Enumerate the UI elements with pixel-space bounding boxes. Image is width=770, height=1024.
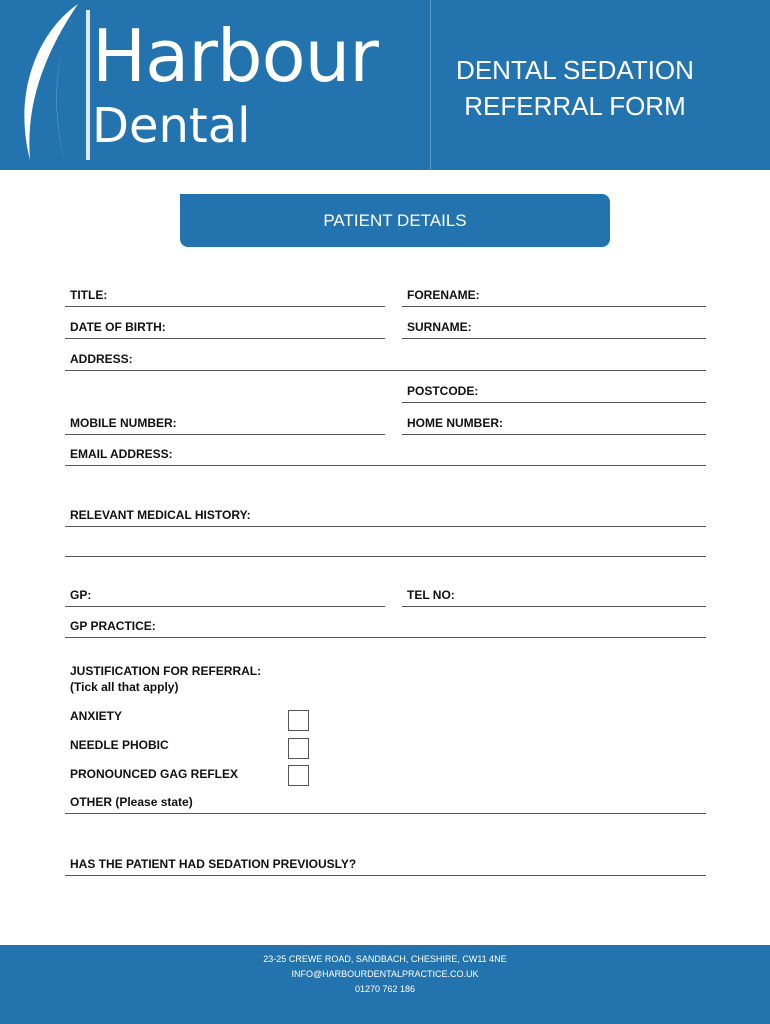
header-divider [430, 0, 431, 170]
medical-history-line-2[interactable] [65, 556, 706, 557]
harbour-dental-logo [0, 0, 430, 170]
tel-no-field[interactable]: TEL NO: [402, 587, 706, 607]
gp-field[interactable]: GP: [65, 587, 385, 607]
section-title: PATIENT DETAILS [323, 211, 467, 230]
needle-phobic-label: NEEDLE PHOBIC [70, 738, 169, 752]
date-of-birth-field[interactable]: DATE OF BIRTH: [65, 319, 385, 339]
home-number-field[interactable]: HOME NUMBER: [402, 415, 706, 435]
surname-field[interactable]: SURNAME: [402, 319, 706, 339]
logo-wordmark-harbour: Harbour [92, 14, 378, 98]
footer-bar [0, 945, 770, 1024]
email-address-field[interactable]: EMAIL ADDRESS: [65, 446, 706, 466]
form-title-line1: DENTAL SEDATION [456, 55, 694, 85]
patient-details-banner [180, 194, 610, 247]
gp-practice-field[interactable]: GP PRACTICE: [65, 618, 706, 638]
header-bar [0, 0, 770, 170]
postcode-field[interactable]: POSTCODE: [402, 383, 706, 403]
logo-wordmark-dental: Dental [92, 98, 251, 154]
gag-reflex-checkbox[interactable] [288, 765, 309, 786]
anxiety-label: ANXIETY [70, 709, 123, 723]
needle-phobic-checkbox[interactable] [288, 738, 309, 759]
footer-email: INFO@HARBOURDENTALPRACTICE.CO.UK [291, 969, 479, 979]
title-field[interactable]: TITLE: [65, 287, 385, 307]
form-title-line2: REFERRAL FORM [464, 91, 686, 121]
anxiety-checkbox[interactable] [288, 710, 309, 731]
mobile-number-field[interactable]: MOBILE NUMBER: [65, 415, 385, 435]
form-title [440, 52, 710, 124]
justification-subheading: (Tick all that apply) [70, 680, 179, 694]
other-reason-field[interactable]: OTHER (Please state) [65, 794, 706, 814]
footer-address: 23-25 CREWE ROAD, SANDBACH, CHESHIRE, CW11 4NE [263, 954, 507, 964]
justification-heading: JUSTIFICATION FOR REFERRAL: [70, 664, 262, 678]
previous-sedation-field[interactable]: HAS THE PATIENT HAD SEDATION PREVIOUSLY? [65, 856, 706, 876]
footer-phone: 01270 762 186 [354, 984, 416, 994]
address-field[interactable]: ADDRESS: [65, 351, 706, 371]
medical-history-field[interactable]: RELEVANT MEDICAL HISTORY: [65, 507, 706, 527]
forename-field[interactable]: FORENAME: [402, 287, 706, 307]
gag-reflex-label: PRONOUNCED GAG REFLEX [70, 767, 239, 781]
